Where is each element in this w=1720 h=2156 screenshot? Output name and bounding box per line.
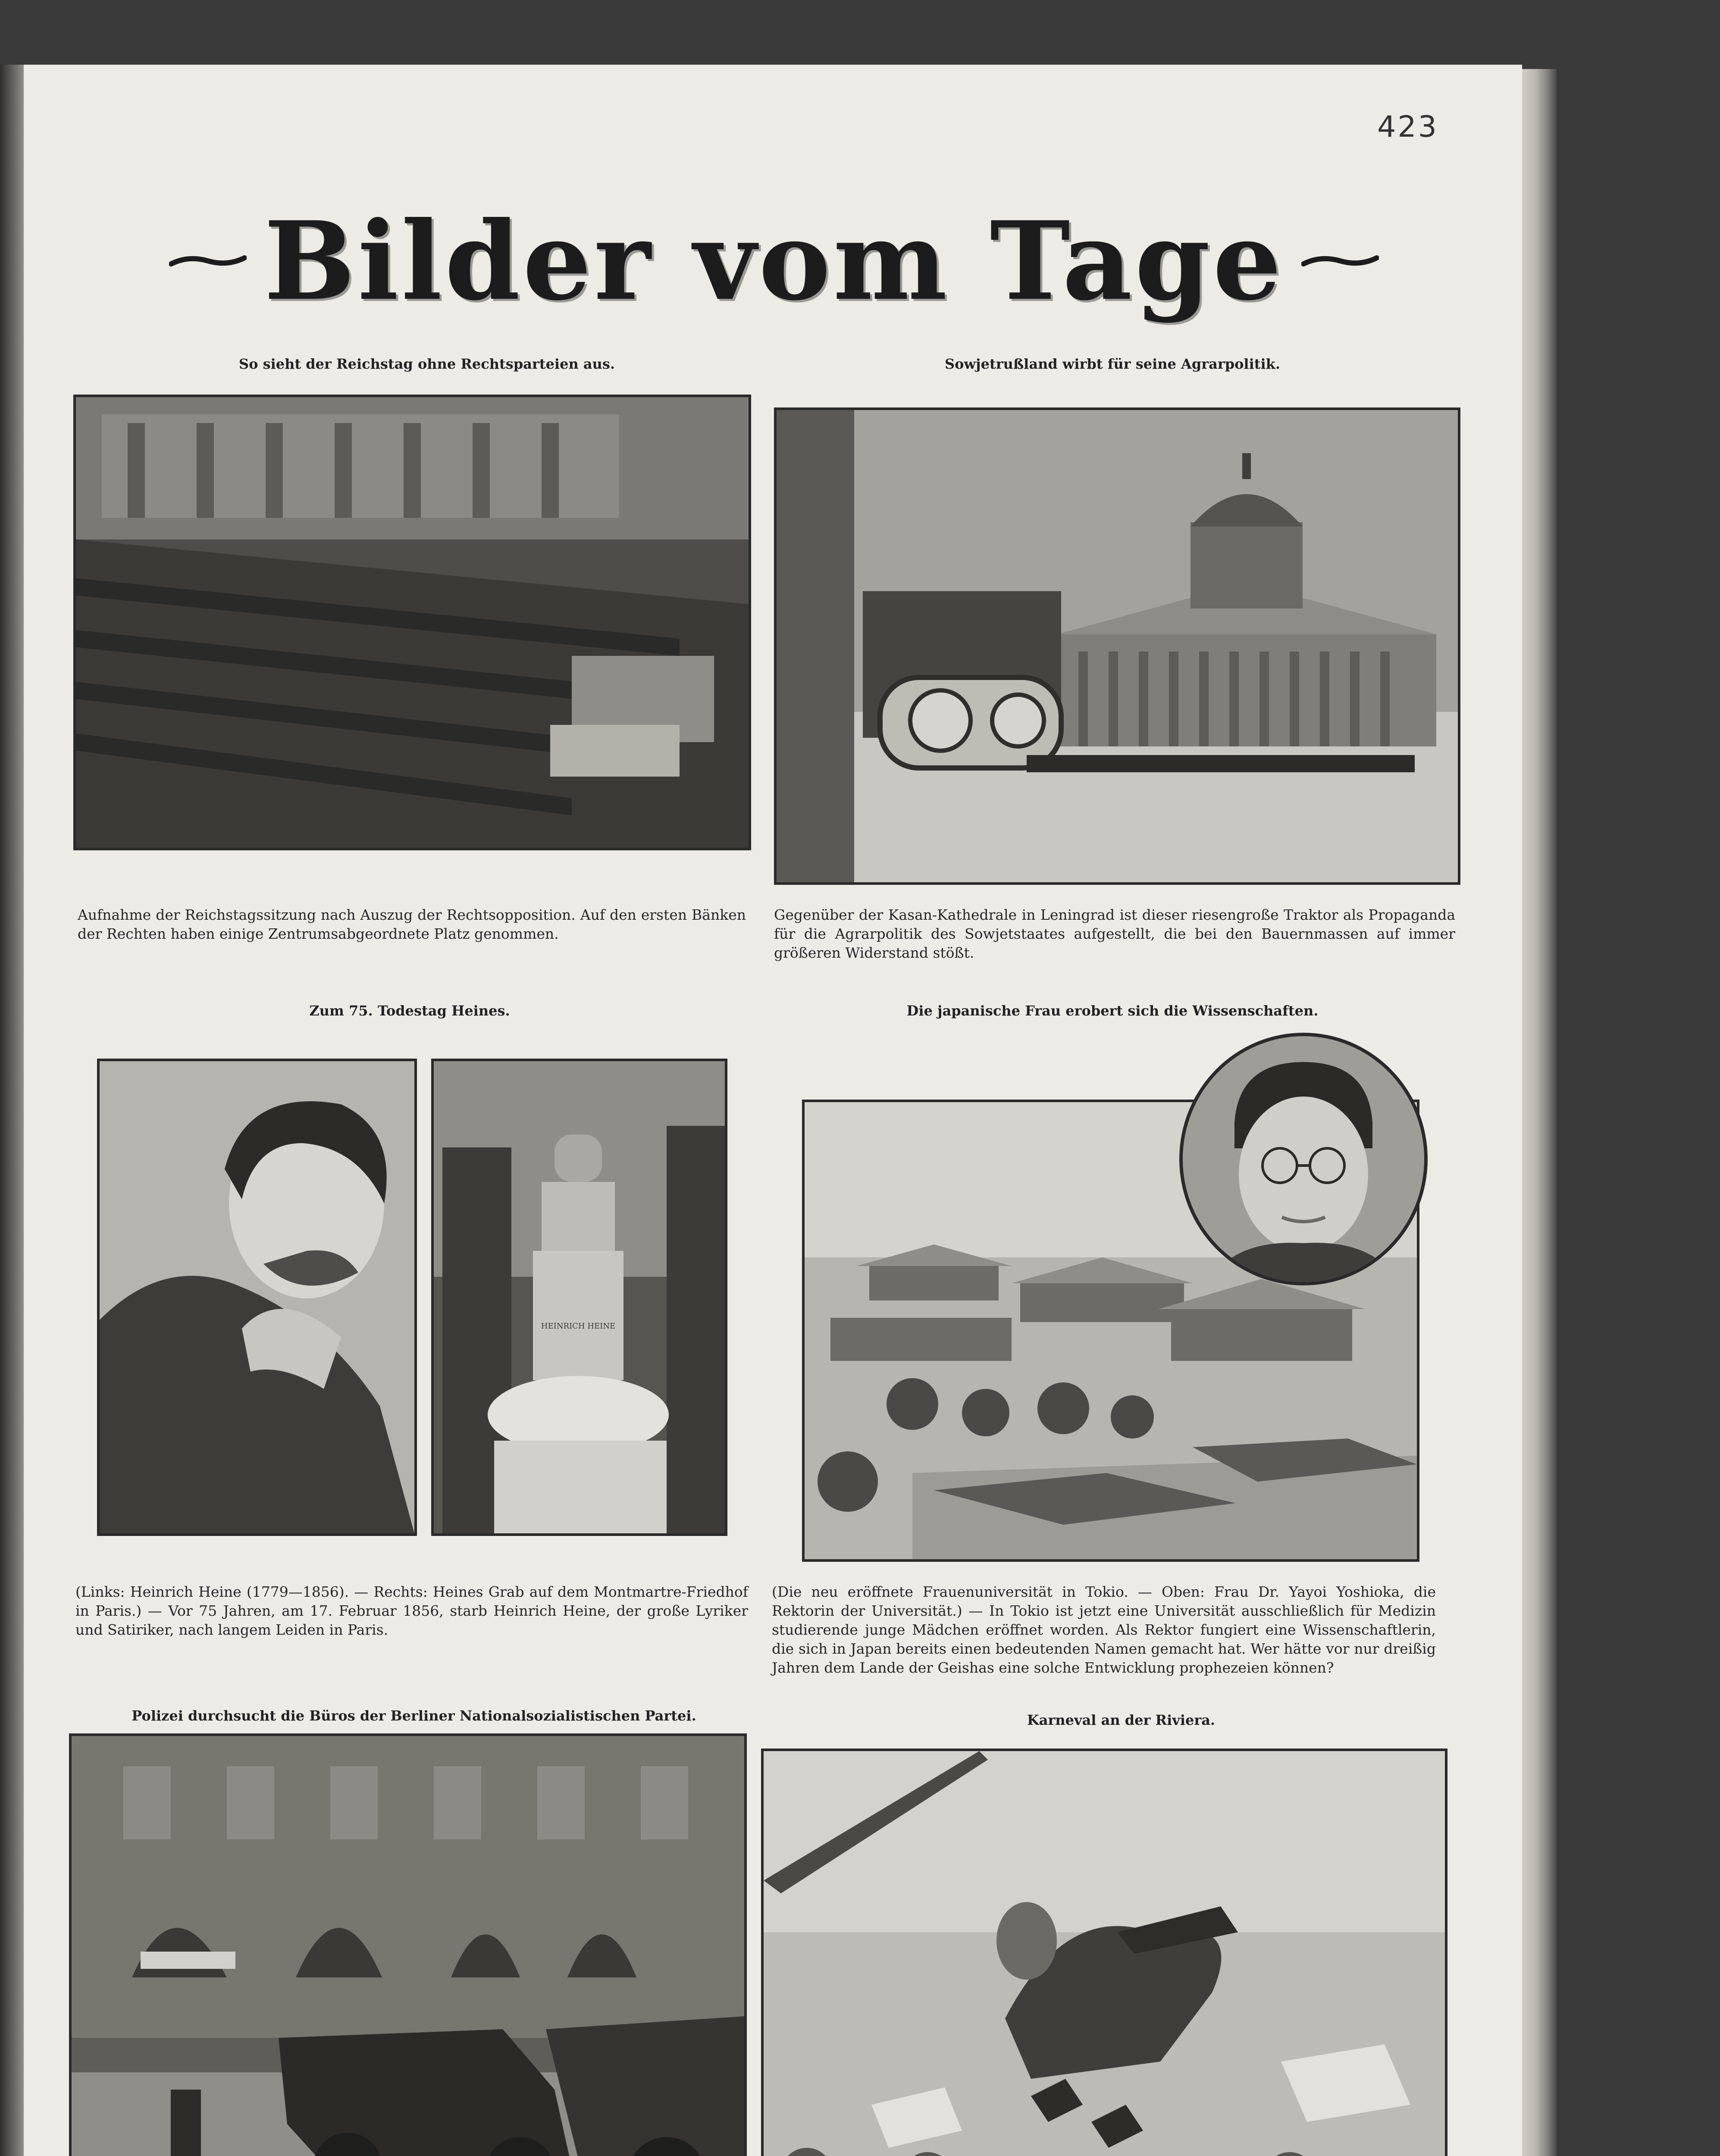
reichstag-heading: So sieht der Reichstag ohne Rechtsparteien aus. (238, 356, 615, 372)
masthead-right-ornament (1301, 256, 1379, 266)
reichstag-photo (73, 395, 751, 850)
reichstag-caption: Aufnahme der Reichstagssitzung nach Auszug der Rechtsopposition. Auf den ersten Bänken der Rechten haben einige Zentrumsabgeordnete Platz genommen. (78, 906, 746, 942)
heine-grave-photo (431, 1059, 727, 1536)
page-number: 423 (1377, 110, 1438, 144)
masthead (164, 196, 1384, 326)
sowjet-heading: Sowjetrußland wirbt für seine Agrarpolitik. (945, 356, 1280, 372)
heine-caption: (Links: Heinrich Heine (1779—1856). — Rechts: Heines Grab auf dem Montmartre-Friedhof in Paris.) — Vor 75 Jahren, am 17. Februar 1856, starb Heinrich Heine, der große Lyriker und Satiriker, nach langem Leiden in Paris. (75, 1583, 748, 1638)
masthead-title: Bilder vom Tage (264, 197, 1284, 324)
heine-portrait-photo (97, 1059, 417, 1536)
berlin-nsdap-office-photo (69, 1733, 747, 2156)
nizza-karneval-photo (761, 1749, 1447, 2156)
page-stack-edge (1522, 69, 1557, 2156)
heine-heading: Zum 75. Todestag Heines. (309, 1003, 510, 1019)
grave-inscription: HEINRICH HEINE (541, 1322, 616, 1331)
masthead-left-ornament (169, 256, 247, 266)
page-gutter-shadow (0, 65, 24, 2156)
leningrad-tractor-photo (774, 407, 1460, 885)
japan-caption: (Die neu eröffnete Frauenuniversität in Tokio. — Oben: Frau Dr. Yayoi Yoshioka, die Rektorin der Universität.) — In Tokio ist jetzt eine Universität ausschließlich für Medizin studierende junge Mädchen eröffnet worden. Als Rektor fungiert eine Wissenschaftlerin, die sich in Japan bereits einen bedeutenden Namen gemacht hat. Wer hätte vor nur dreißig Jahren dem Lande der Geishas eine solche Entwicklung prophezeien können? (772, 1583, 1436, 1676)
karneval-heading: Karneval an der Riviera. (1027, 1712, 1216, 1728)
sowjet-caption: Gegenüber der Kasan-Kathedrale in Leningrad ist dieser riesengroße Traktor als Propaganda für die Agrarpolitik des Sowjetstaates aufgestellt, die bei den Bauernmassen auf immer größeren Widerstand stößt. (774, 906, 1455, 961)
polizei-heading: Polizei durchsucht die Büros der Berliner Nationalsozialistischen Partei. (132, 1708, 696, 1724)
japan-heading: Die japanische Frau erobert sich die Wissenschaften. (906, 1003, 1319, 1019)
yoshioka-portrait-photo (1179, 1033, 1428, 1285)
